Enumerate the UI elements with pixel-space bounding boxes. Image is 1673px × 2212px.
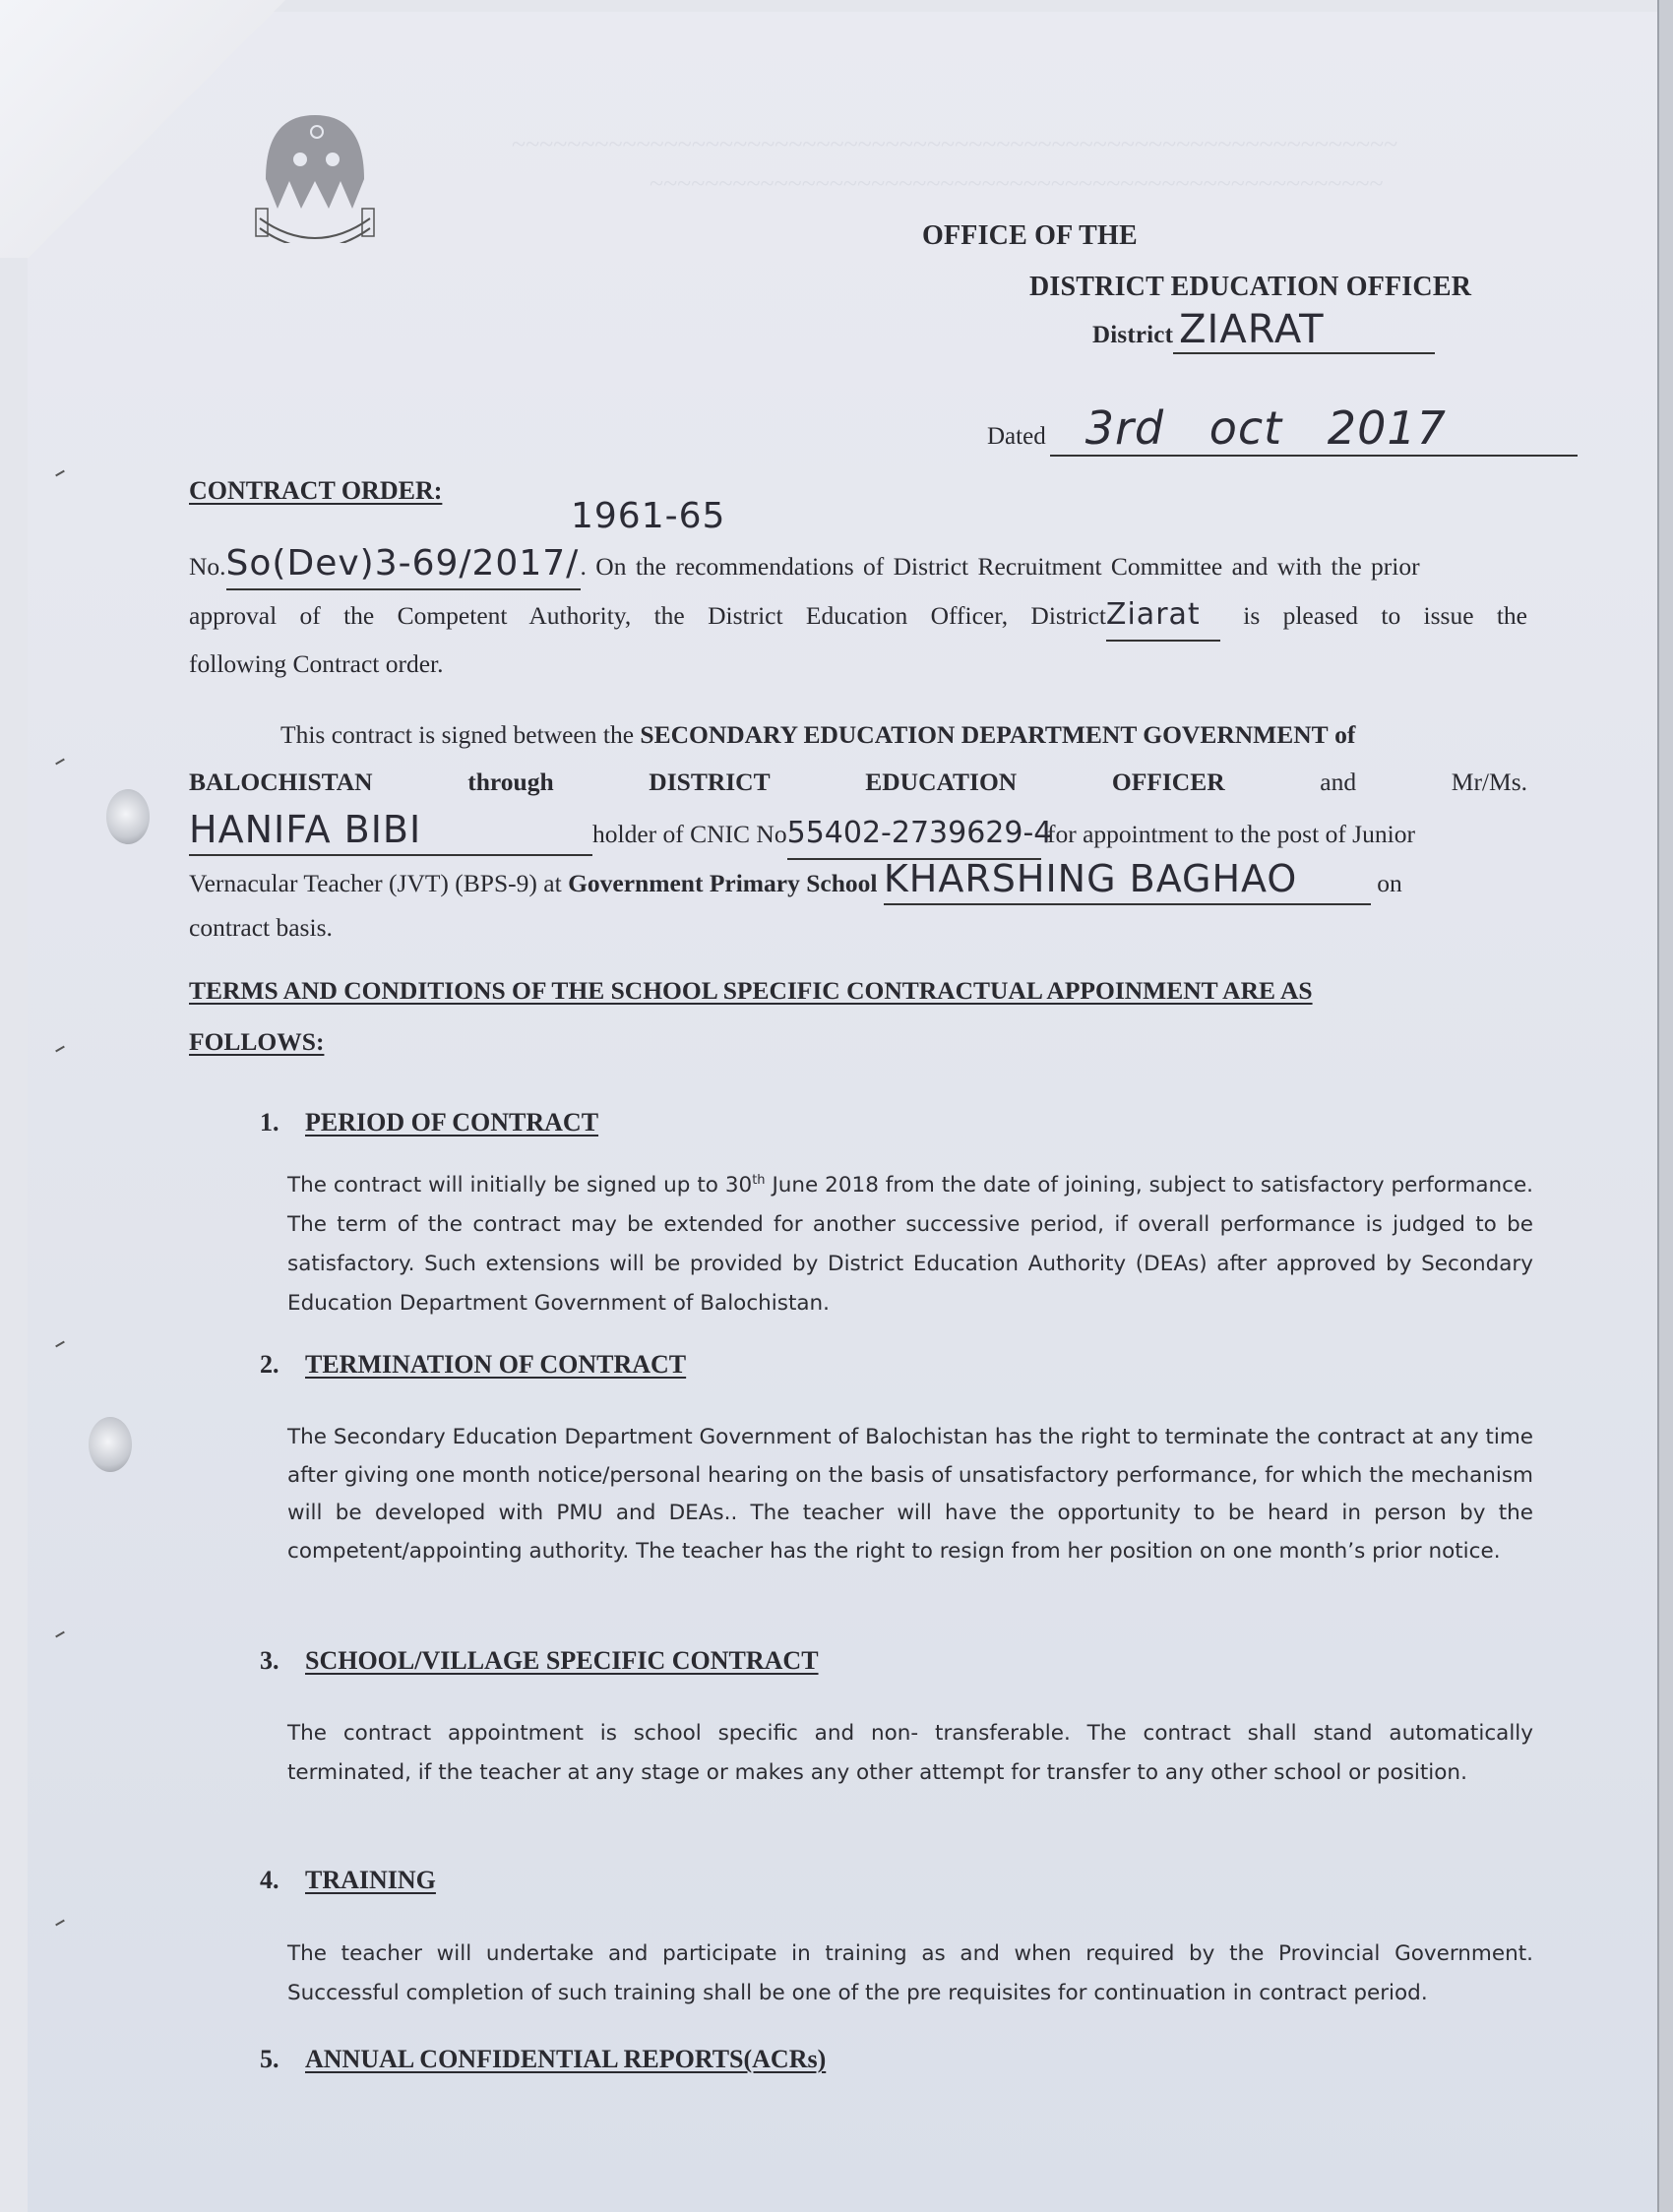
school-name: KHARSHING BAGHAO: [884, 854, 1371, 905]
punch-hole: [89, 1417, 132, 1472]
contract-line-5: contract basis.: [189, 913, 333, 942]
section-title: TRAINING: [305, 1866, 436, 1894]
order-line-3: following Contract order.: [189, 649, 444, 678]
word: BALOCHISTAN: [189, 768, 373, 796]
contract-line-1: [280, 710, 1527, 760]
district-value: ZIARAT: [1173, 307, 1435, 354]
order-line-2: [189, 590, 1527, 642]
section-2-text: The Secondary Education Department Government of Balochistan has the right to terminate the contract at any time after giving one month notice/personal hearing on the basis of unsatisfactory performance, for which the mechanism will be developed with PMU and DEAs.. The teacher will have the opportunity to be heard in person by the competent/appointing authority. The teacher has the right to resign from her position on one month’s prior notice.: [287, 1425, 1533, 1564]
cnic-value: 55402-2739629-4: [787, 809, 1041, 860]
order-number-suffix: 1961-65: [571, 496, 726, 536]
contract-line-4: [189, 854, 1527, 908]
post-text: for appointment to the post of Junior: [1046, 820, 1415, 848]
section-number: 1.: [260, 1108, 279, 1137]
contract-line-1-end: of: [1334, 720, 1356, 749]
section-number: 5.: [260, 2045, 279, 2073]
teacher-name: HANIFA BIBI: [189, 805, 592, 856]
contract-line-4-text: Vernacular Teacher (JVT) (BPS-9) at: [189, 869, 562, 897]
order-no-value: So(Dev)3-69/2017/: [226, 539, 581, 590]
contract-line-1-text: This contract is signed between the: [280, 720, 635, 749]
school-type: Government Primary School: [568, 869, 878, 897]
section-2-heading: [260, 1350, 686, 1380]
section-3-heading: [260, 1646, 819, 1676]
word: and: [1320, 768, 1357, 796]
order-district-value: Ziarat: [1106, 590, 1220, 642]
page-edge: [1657, 0, 1673, 2212]
terms-heading: TERMS AND CONDITIONS OF THE SCHOOL SPECIFIC CONTRACTUAL APPOINMENT ARE AS: [189, 976, 1313, 1005]
contract-line-4-end: on: [1377, 869, 1402, 897]
word: DISTRICT: [649, 768, 771, 796]
section-3-text: The contract appointment is school specific and non- transferable. The contract shall stand automatically terminated, if the teacher at any stage or makes any other attempt for transfer to any other school or position.: [287, 1721, 1533, 1785]
bleed-through-text: ~~~~~~~~~~~~~~~~~~~~~~~~~~~~~~~~~~~~~~~~~~~~~~~~~~~~~: [650, 169, 1384, 198]
dated-label: Dated: [987, 423, 1046, 450]
section-text-cont: June 2018 from the date of joining, subject to satisfactory performance. The term of the contract may be extended for another successive period, if overall performance is judged to be satisfactory. Such extensions will be provided by District Education Authority (DEAs) after approved by Secondary Education Department Government of Balochistan.: [287, 1173, 1533, 1317]
section-1-text: [287, 1161, 1533, 1323]
punch-hole: [106, 789, 150, 844]
contract-line-2: [189, 758, 1527, 807]
contract-order-heading: CONTRACT ORDER:: [189, 476, 443, 505]
word: through: [467, 768, 554, 796]
cnic-label: holder of CNIC No: [592, 820, 787, 848]
section-number: 4.: [260, 1866, 279, 1894]
section-4-heading: [260, 1866, 436, 1895]
section-title: ANNUAL CONFIDENTIAL REPORTS(ACRs): [305, 2045, 827, 2073]
section-text: The contract will initially be signed up to 30: [287, 1173, 753, 1198]
terms-heading-cont: FOLLOWS:: [189, 1027, 325, 1056]
contract-line-3: [189, 805, 1527, 860]
date-field: [987, 401, 1578, 457]
section-title: SCHOOL/VILLAGE SPECIFIC CONTRACT: [305, 1646, 819, 1675]
dated-value: 3rd oct 2017: [1050, 401, 1578, 457]
contract-party-1: SECONDARY EDUCATION DEPARTMENT GOVERNMENT: [640, 720, 1329, 749]
office-heading: OFFICE OF THE: [922, 220, 1138, 251]
section-title: PERIOD OF CONTRACT: [305, 1108, 599, 1137]
section-5-heading: [260, 2045, 826, 2074]
word: OFFICER: [1111, 768, 1225, 796]
section-title: TERMINATION OF CONTRACT: [305, 1350, 687, 1379]
section-1-heading: [260, 1108, 598, 1137]
order-line-1-text: . On the recommendations of District Recruitment Committee and with the prior: [580, 552, 1420, 581]
office-title: DISTRICT EDUCATION OFFICER: [1029, 272, 1472, 302]
order-line-2-end: is pleased to issue the: [1243, 601, 1528, 630]
section-number: 3.: [260, 1646, 279, 1675]
district-field: [1092, 307, 1435, 354]
bleed-through-text: ~~~~~~~~~~~~~~~~~~~~~~~~~~~~~~~~~~~~~~~~~~~~~~~~~~~~~~~~~~~~~~~~: [512, 130, 1398, 158]
section-number: 2.: [260, 1350, 279, 1379]
ordinal-suffix: th: [752, 1173, 766, 1188]
district-label: District: [1092, 322, 1174, 348]
section-4-text: The teacher will undertake and participate in training as and when required by the Provincial Government. Successful completion of such training shall be one of the pre requisites for continuation in contract period.: [287, 1941, 1533, 2005]
balochistan-emblem-icon: [246, 110, 384, 243]
order-line-2-text: approval of the Competent Authority, the District Education Officer, District: [189, 601, 1106, 630]
order-line-1: [189, 539, 1527, 591]
word: Mr/Ms.: [1451, 768, 1527, 796]
order-no-label: No.: [189, 552, 226, 581]
word: EDUCATION: [865, 768, 1018, 796]
